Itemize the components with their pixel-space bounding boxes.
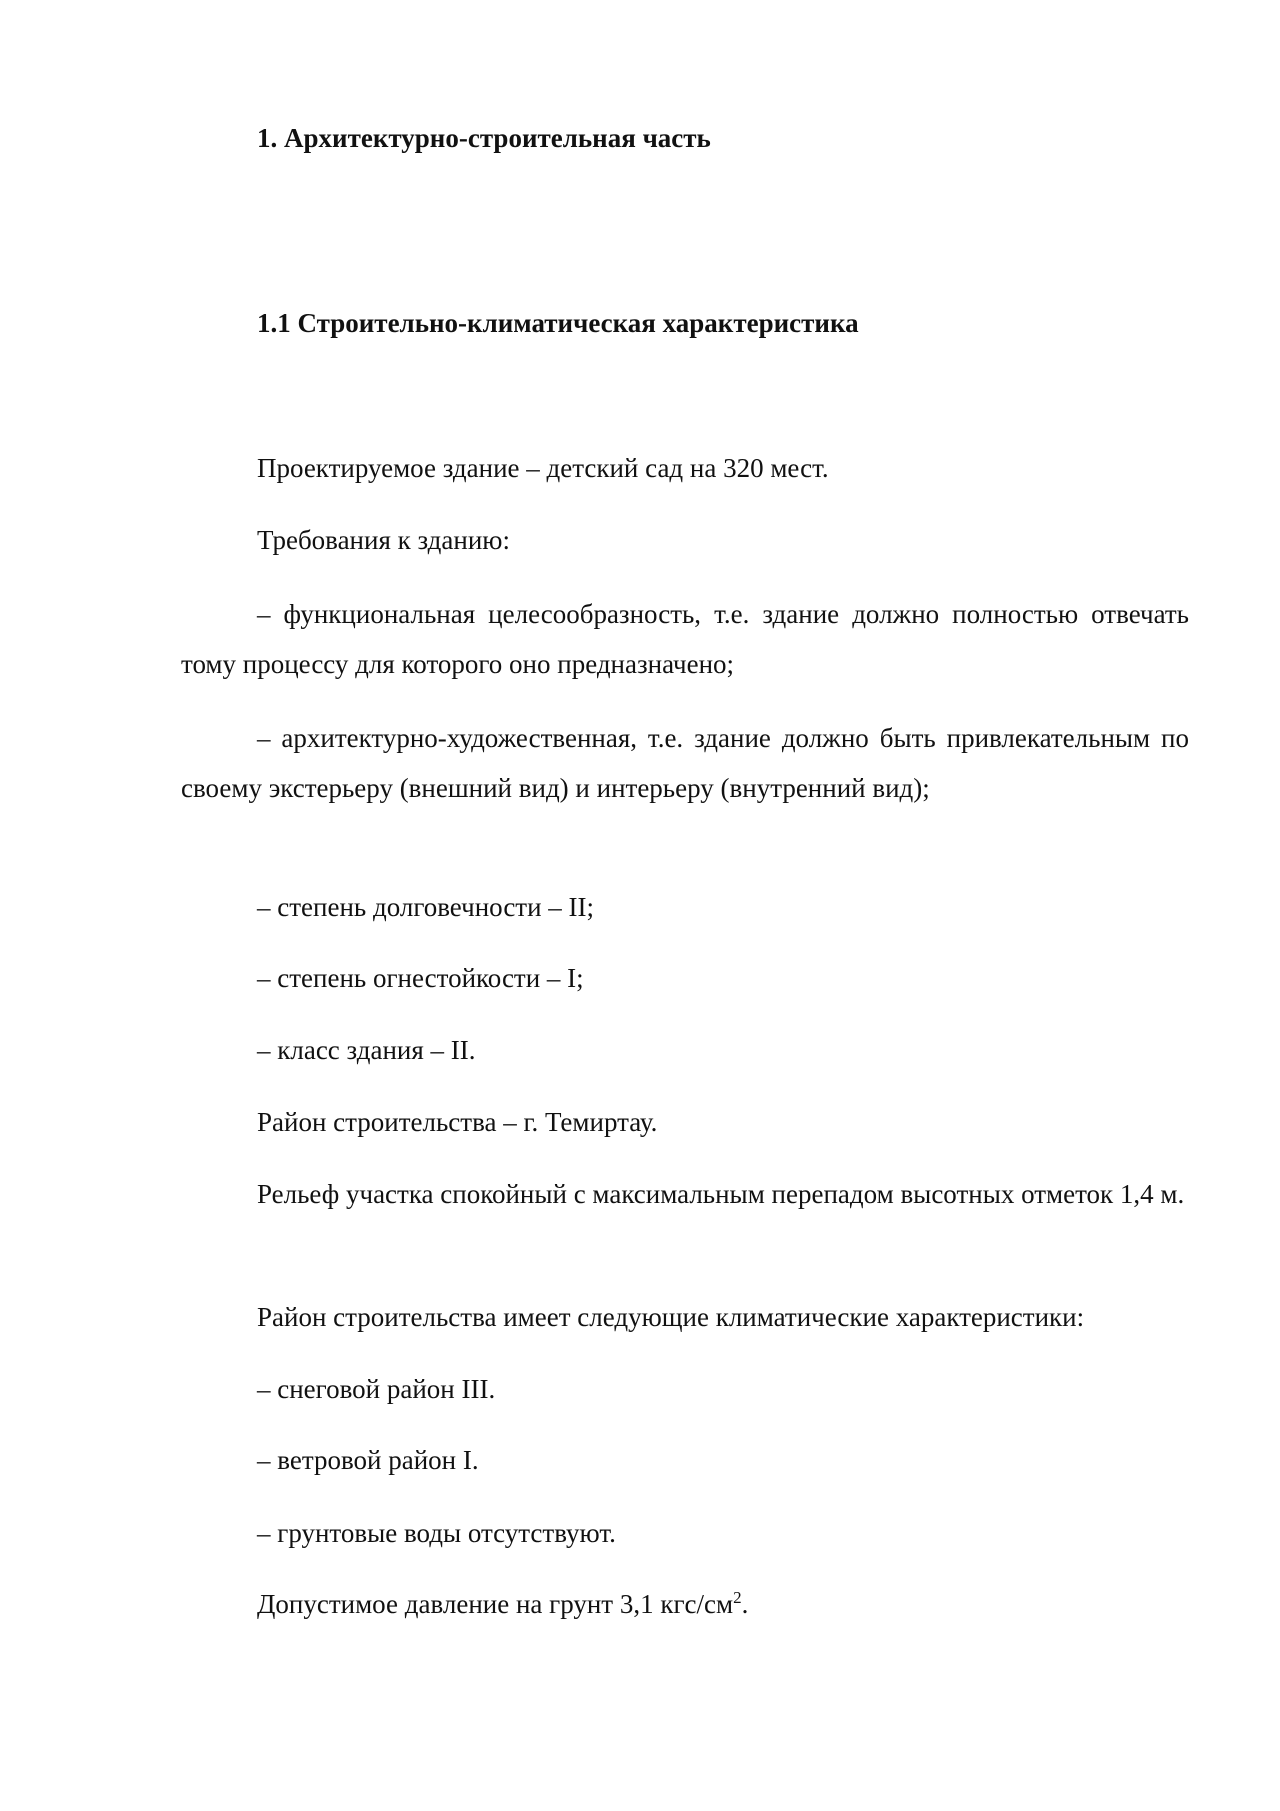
subsection-heading: 1.1 Строительно-климатическая характеристика	[257, 308, 859, 338]
paragraph-region: Район строительства – г. Темиртау.	[257, 1107, 658, 1137]
paragraph-requirements-title: Требования к зданию:	[257, 525, 510, 555]
paragraph-req-functional: – функциональная целесообразность, т.е. здание должно полностью отвечать тому процессу для которого оно предназначено;	[181, 599, 1189, 679]
paragraph-building: Проектируемое здание – детский сад на 320 мест.	[257, 453, 829, 483]
paragraph-pressure	[257, 1587, 748, 1621]
paragraph-relief: Рельеф участка спокойный с максимальным перепадом высотных отметок 1,4 м.	[257, 1179, 1185, 1209]
section-heading: 1. Архитектурно-строительная часть	[257, 123, 711, 153]
paragraph-groundwater: – грунтовые воды отсутствуют.	[257, 1518, 616, 1548]
paragraph-snow: – снеговой район III.	[257, 1374, 496, 1404]
paragraph-building-class: – класс здания – II.	[257, 1035, 476, 1065]
paragraph-req-artistic: – архитектурно-художественная, т.е. здание должно быть привлекательным по своему экстерьеру (внешний вид) и интерьеру (внутренний вид);	[181, 723, 1189, 803]
paragraph-wind: – ветровой район I.	[257, 1445, 479, 1475]
paragraph-fire-resistance: – степень огнестойкости – I;	[257, 963, 584, 993]
pressure-unit-superscript: 2	[733, 1588, 742, 1607]
pressure-text: Допустимое давление на грунт 3,1 кгс/см	[257, 1589, 734, 1619]
paragraph-climate-intro: Район строительства имеет следующие климатические характеристики:	[257, 1302, 1085, 1332]
pressure-end: .	[741, 1589, 749, 1619]
paragraph-durability: – степень долговечности – II;	[257, 892, 595, 922]
